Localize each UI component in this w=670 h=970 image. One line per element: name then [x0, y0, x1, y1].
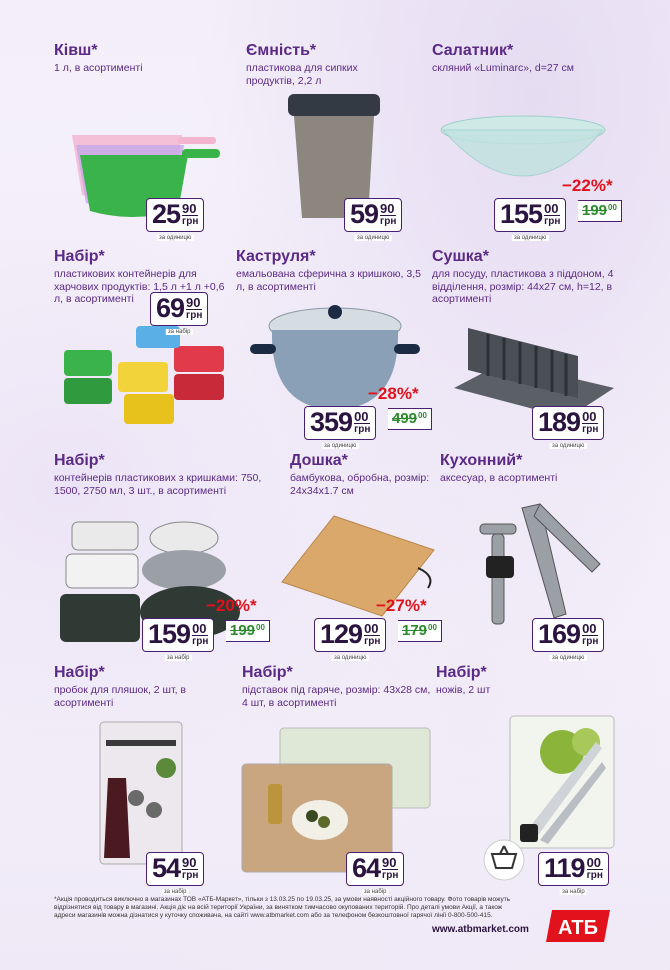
price-cents: 90 [182, 855, 197, 870]
old-price [578, 200, 622, 222]
product-title: Салатник* [432, 42, 514, 59]
old-price-main: 499 [392, 410, 418, 427]
price-unit: за набір [167, 329, 191, 335]
product-container [246, 42, 396, 87]
price-main: 59 [350, 199, 379, 229]
price-tag [150, 292, 208, 335]
product-desc: ножів, 2 шт [436, 684, 491, 696]
product-ladle [54, 42, 224, 75]
price-currency: грн [182, 216, 199, 227]
product-title: Каструля* [236, 248, 316, 265]
product-kitchen-accessory [440, 452, 620, 485]
old-price-main: 199 [582, 202, 608, 219]
discount-badge: −28%* [368, 384, 419, 403]
price-unit: за набір [163, 889, 187, 895]
price-currency: грн [544, 216, 561, 227]
old-price-cents: 00 [256, 623, 265, 632]
website-link[interactable]: www.atbmarket.com [432, 924, 529, 935]
product-desc: для посуду, пластикова з піддоном, 4 відділення, розмір: 44х27 см, h=12, в асортименті [432, 268, 614, 305]
product-desc: пробок для пляшок, 2 шт, в асортименті [54, 684, 187, 709]
price-cents: 90 [186, 295, 201, 310]
product-desc: 1 л, в асортименті [54, 62, 143, 74]
price-cents: 00 [364, 621, 379, 636]
price-unit: за одиницю [333, 655, 367, 661]
discount-badge: −22%* [562, 176, 613, 195]
product-desc: пластикових контейнерів для харчових продуктів: 1,5 л +1 л +0,6 л, в асортименті [54, 268, 225, 305]
price-currency: грн [364, 636, 381, 647]
price-cents: 00 [354, 409, 369, 424]
product-title: Набір* [54, 452, 105, 469]
product-title: Набір* [54, 248, 105, 265]
old-price-cents: 00 [418, 411, 427, 420]
price-cents: 00 [544, 201, 559, 216]
old-price [388, 408, 432, 430]
price-main: 25 [152, 199, 181, 229]
old-price-main: 179 [402, 622, 428, 639]
price-main: 69 [156, 293, 185, 323]
product-title: Набір* [436, 664, 487, 681]
product-title: Набір* [242, 664, 293, 681]
product-desc: скляний «Luminarc», d=27 см [432, 62, 574, 74]
price-tag [146, 198, 204, 241]
product-title: Набір* [54, 664, 105, 681]
price-currency: грн [186, 310, 203, 321]
price-cents: 00 [586, 855, 602, 870]
product-title: Дошка* [290, 452, 348, 469]
old-price-cents: 00 [428, 623, 437, 632]
old-price-cents: 00 [608, 203, 617, 212]
atb-logo [546, 906, 616, 946]
price-currency: грн [192, 636, 209, 647]
cart-icon[interactable] [482, 838, 526, 882]
product-pot [236, 248, 426, 293]
product-desc: емальована сферична з кришкою, 3,5 л, в асортименті [236, 268, 421, 293]
product-lidded-containers [54, 452, 274, 497]
price-unit: за набір [166, 655, 190, 661]
svg-text:АТБ: АТБ [557, 917, 599, 939]
price-currency: грн [382, 870, 399, 881]
price-unit: за набір [562, 889, 585, 895]
price-main: 189 [538, 407, 581, 437]
price-tag [304, 406, 376, 449]
price-cents: 00 [582, 621, 597, 636]
price-currency: грн [354, 424, 371, 435]
price-unit: за одиницю [158, 235, 192, 241]
price-tag [532, 406, 604, 449]
product-title: Сушка* [432, 248, 489, 265]
product-desc: пластикова для сипких продуктів, 2,2 л [246, 62, 358, 87]
price-unit: за одиницю [356, 235, 390, 241]
bottle-stoppers-image [96, 718, 186, 868]
product-desc: аксесуар, в асортименті [440, 472, 558, 484]
price-currency: грн [582, 636, 599, 647]
price-main: 155 [500, 199, 543, 229]
product-desc: контейнерів пластикових з кришками: 750, 1500, 2750 мл, 3 шт., в асортименті [54, 472, 262, 497]
old-price-main: 199 [230, 622, 256, 639]
product-trivets [242, 664, 432, 709]
price-tag [146, 852, 204, 895]
price-tag [142, 618, 214, 661]
discount-badge: −27%* [376, 596, 427, 615]
product-salad-bowl [432, 42, 632, 75]
price-cents: 90 [382, 855, 397, 870]
price-cents: 00 [582, 409, 597, 424]
price-main: 169 [538, 619, 581, 649]
price-tag [344, 198, 402, 241]
product-knives [436, 664, 556, 697]
price-cents: 00 [192, 621, 207, 636]
price-currency: грн [586, 870, 603, 881]
food-containers-image [58, 322, 228, 432]
product-desc: підставок під гаряче, розмір: 43х28 см, 4 шт, в асортименті [242, 684, 431, 709]
product-title: Кухонний* [440, 452, 523, 469]
old-price [226, 620, 270, 642]
price-unit: за одиницю [323, 443, 357, 449]
price-tag [538, 852, 609, 895]
knives-image [506, 712, 618, 852]
price-main: 119 [544, 853, 585, 883]
price-tag [494, 198, 566, 241]
price-unit: за одиницю [551, 443, 585, 449]
product-title: Ківш* [54, 42, 98, 59]
price-main: 129 [320, 619, 363, 649]
price-main: 159 [148, 619, 191, 649]
price-unit: за одиницю [551, 655, 585, 661]
discount-badge: −20%* [206, 596, 257, 615]
price-cents: 90 [182, 201, 197, 216]
price-currency: грн [182, 870, 199, 881]
price-main: 54 [152, 853, 181, 883]
product-cutting-board [290, 452, 430, 497]
product-dish-rack [432, 248, 632, 306]
old-price [398, 620, 442, 642]
price-unit: за набір [363, 889, 387, 895]
price-tag [532, 618, 604, 661]
price-cents: 90 [380, 201, 395, 216]
footer-disclaimer: *Акція проводиться виключно в магазинах ТОВ «АТБ-Маркет», тільки з 13.03.25 по 19.03.25, за умови наявності акційного товару. Фото товарів можуть відрізнятися від товару в магазині. Акція діє на всій території України, за винятком тимчасово окупованих територій. Про деталі умови Акції, а також адреси магазинів можна дізнатися у куточку споживача, на сайті www.atbmarket.com або за телефоном безкоштовної гарячої лінії 0-800-500-415. [54, 896, 511, 919]
product-desc: бамбукова, обробна, розмір: 24х34х1.7 см [290, 472, 430, 497]
price-unit: за одиницю [513, 235, 547, 241]
product-title: Ємність* [246, 42, 317, 59]
product-bottle-stoppers [54, 664, 234, 709]
trivets-image [240, 724, 434, 874]
price-main: 359 [310, 407, 353, 437]
price-currency: грн [582, 424, 599, 435]
price-tag [346, 852, 404, 895]
price-currency: грн [380, 216, 397, 227]
price-tag [314, 618, 386, 661]
price-main: 64 [352, 853, 381, 883]
